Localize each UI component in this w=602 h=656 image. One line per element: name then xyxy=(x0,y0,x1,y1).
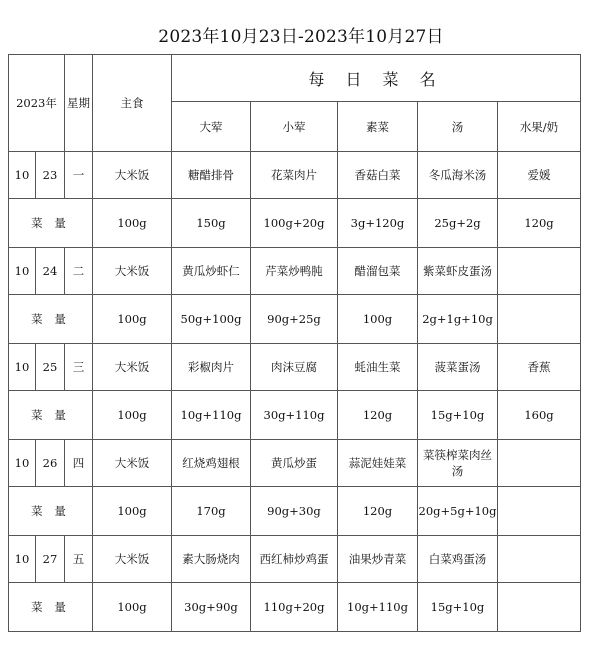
quantity-label: 菜 量 xyxy=(9,391,93,440)
quantity-cell xyxy=(498,295,581,344)
month-cell: 10 xyxy=(9,536,36,583)
quantity-cell: 10g+110g xyxy=(338,583,418,632)
header-year: 2023年 xyxy=(9,55,65,152)
quantity-cell: 110g+20g xyxy=(251,583,338,632)
quantity-label: 菜 量 xyxy=(9,295,93,344)
header-daily-dishes: 每 日 菜 名 xyxy=(172,55,581,102)
page-title: 2023年10月23日-2023年10月27日 xyxy=(158,27,444,47)
quantity-cell: 15g+10g xyxy=(418,391,498,440)
dish-cell: 醋溜包菜 xyxy=(338,248,418,295)
table-row xyxy=(9,391,581,440)
quantity-cell: 120g xyxy=(498,199,581,248)
dish-cell: 冬瓜海米汤 xyxy=(418,152,498,199)
dish-cell xyxy=(498,248,581,295)
month-cell: 10 xyxy=(9,440,36,487)
header-col-main-meat: 大荤 xyxy=(172,102,251,152)
quantity-label: 菜 量 xyxy=(9,199,93,248)
dish-cell: 彩椒肉片 xyxy=(172,344,251,391)
header-staple: 主食 xyxy=(93,55,172,152)
quantity-cell xyxy=(498,487,581,536)
table-row xyxy=(9,199,581,248)
quantity-cell: 150g xyxy=(172,199,251,248)
staple-cell: 大米饭 xyxy=(93,344,172,391)
dish-cell: 紫菜虾皮蛋汤 xyxy=(418,248,498,295)
staple-quantity: 100g xyxy=(93,295,172,344)
table-row xyxy=(9,248,581,295)
quantity-cell xyxy=(498,583,581,632)
quantity-label: 菜 量 xyxy=(9,583,93,632)
day-cell: 24 xyxy=(36,248,65,295)
staple-quantity: 100g xyxy=(93,487,172,536)
dish-cell: 油果炒青菜 xyxy=(338,536,418,583)
month-cell: 10 xyxy=(9,344,36,391)
quantity-label: 菜 量 xyxy=(9,487,93,536)
header-col-vegetable: 素菜 xyxy=(338,102,418,152)
dish-cell xyxy=(498,440,581,487)
dish-cell: 蒜泥娃娃菜 xyxy=(338,440,418,487)
month-cell: 10 xyxy=(9,152,36,199)
quantity-cell: 30g+110g xyxy=(251,391,338,440)
quantity-cell: 100g xyxy=(338,295,418,344)
table-row xyxy=(9,487,581,536)
staple-quantity: 100g xyxy=(93,199,172,248)
table-row xyxy=(9,344,581,391)
table-row xyxy=(9,295,581,344)
header-weekday: 星期 xyxy=(65,55,93,152)
dish-cell xyxy=(498,536,581,583)
staple-cell: 大米饭 xyxy=(93,248,172,295)
quantity-cell: 25g+2g xyxy=(418,199,498,248)
quantity-cell: 2g+1g+10g xyxy=(418,295,498,344)
month-cell: 10 xyxy=(9,248,36,295)
quantity-cell: 100g+20g xyxy=(251,199,338,248)
dish-cell: 花菜肉片 xyxy=(251,152,338,199)
weekday-cell: 一 xyxy=(65,152,93,199)
weekday-cell: 三 xyxy=(65,344,93,391)
staple-cell: 大米饭 xyxy=(93,152,172,199)
quantity-cell: 50g+100g xyxy=(172,295,251,344)
dish-cell: 芹菜炒鸭肫 xyxy=(251,248,338,295)
quantity-cell: 10g+110g xyxy=(172,391,251,440)
table-row xyxy=(9,536,581,583)
quantity-cell: 20g+5g+10g xyxy=(418,487,498,536)
weekday-cell: 五 xyxy=(65,536,93,583)
table-row xyxy=(9,152,581,199)
day-cell: 25 xyxy=(36,344,65,391)
dish-cell: 菠菜蛋汤 xyxy=(418,344,498,391)
header-col-fruit-milk: 水果/奶 xyxy=(498,102,581,152)
quantity-cell: 30g+90g xyxy=(172,583,251,632)
quantity-cell: 160g xyxy=(498,391,581,440)
weekly-menu-table xyxy=(8,54,581,632)
header-col-soup: 汤 xyxy=(418,102,498,152)
dish-cell: 蚝油生菜 xyxy=(338,344,418,391)
dish-cell: 黄瓜炒虾仁 xyxy=(172,248,251,295)
quantity-cell: 170g xyxy=(172,487,251,536)
weekday-cell: 二 xyxy=(65,248,93,295)
dish-cell: 素大肠烧肉 xyxy=(172,536,251,583)
quantity-cell: 120g xyxy=(338,391,418,440)
dish-cell: 红烧鸡翅根 xyxy=(172,440,251,487)
staple-quantity: 100g xyxy=(93,391,172,440)
dish-cell: 菜筷榨菜肉丝汤 xyxy=(418,440,498,487)
dish-cell: 糖醋排骨 xyxy=(172,152,251,199)
dish-cell: 香菇白菜 xyxy=(338,152,418,199)
header-col-side-meat: 小荤 xyxy=(251,102,338,152)
staple-quantity: 100g xyxy=(93,583,172,632)
dish-cell: 黄瓜炒蛋 xyxy=(251,440,338,487)
dish-cell: 香蕉 xyxy=(498,344,581,391)
quantity-cell: 120g xyxy=(338,487,418,536)
quantity-cell: 90g+25g xyxy=(251,295,338,344)
quantity-cell: 3g+120g xyxy=(338,199,418,248)
dish-cell: 白菜鸡蛋汤 xyxy=(418,536,498,583)
day-cell: 26 xyxy=(36,440,65,487)
dish-cell: 爱媛 xyxy=(498,152,581,199)
dish-cell: 西红柿炒鸡蛋 xyxy=(251,536,338,583)
quantity-cell: 15g+10g xyxy=(418,583,498,632)
table-row xyxy=(9,440,581,487)
staple-cell: 大米饭 xyxy=(93,440,172,487)
day-cell: 27 xyxy=(36,536,65,583)
table-row xyxy=(9,583,581,632)
dish-cell: 肉沫豆腐 xyxy=(251,344,338,391)
day-cell: 23 xyxy=(36,152,65,199)
quantity-cell: 90g+30g xyxy=(251,487,338,536)
weekday-cell: 四 xyxy=(65,440,93,487)
staple-cell: 大米饭 xyxy=(93,536,172,583)
